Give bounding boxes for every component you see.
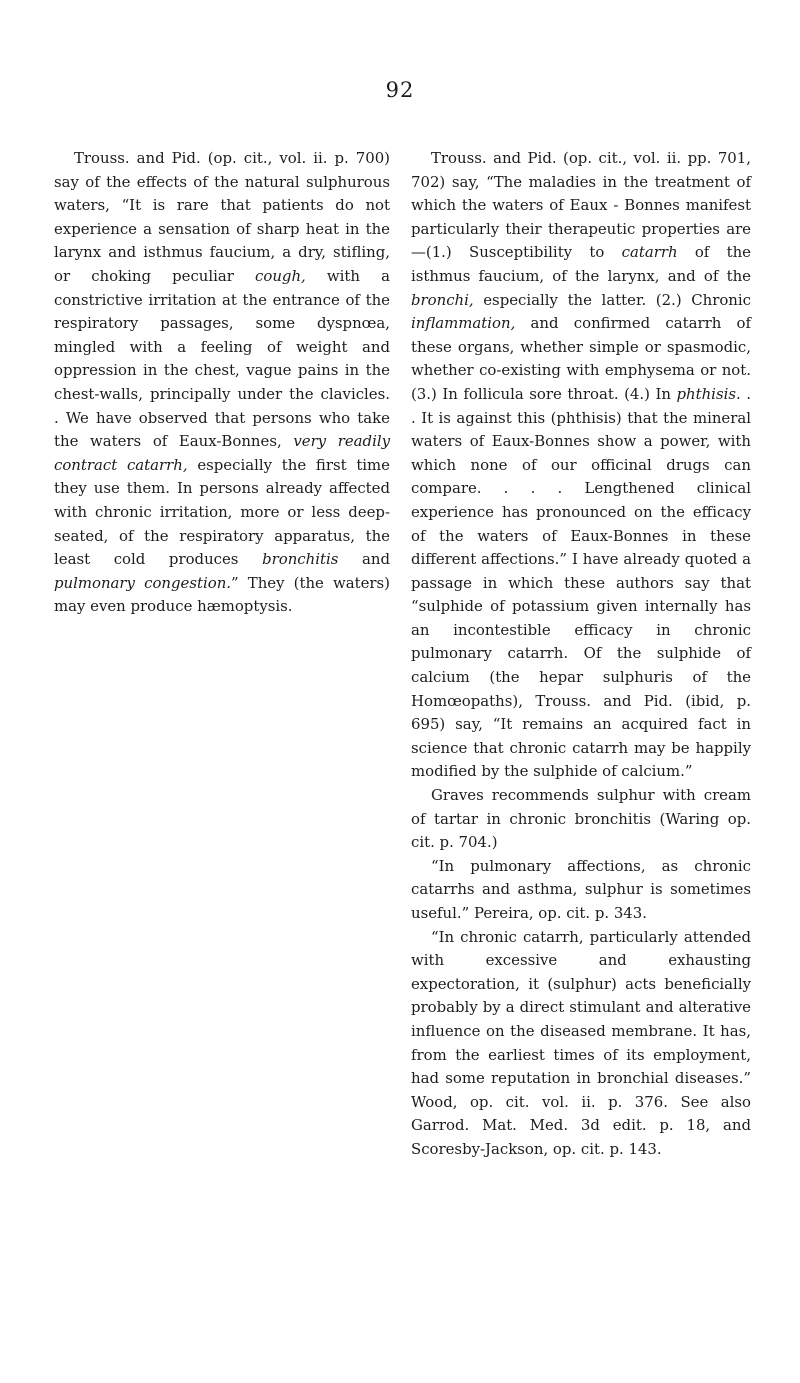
left-column	[54, 147, 390, 619]
paragraph	[54, 147, 390, 619]
text-span: and confirmed catarrh of these organs, whether simple or spasmodic, whether co-existing with emphysema or not. (3.) In follicula sore throat. (4.) In	[411, 314, 751, 403]
italic-span: cough,	[255, 266, 306, 285]
paragraph	[411, 147, 751, 784]
paragraph: Graves recommends sulphur with cream of tartar in chronic bronchitis (Waring op. cit. p. 704.)	[411, 786, 751, 852]
text-span: and	[338, 550, 390, 569]
italic-span: bronchitis	[262, 550, 339, 569]
text-span: Trouss. and Pid. (op. cit., vol. ii. pp. 701, 702) say, “The maladies in the treatment of which the waters of Eaux - Bonnes manifest particularly their therapeutic properties are—(1.) Susceptibility to	[411, 149, 751, 262]
italic-span: catarrh	[621, 243, 678, 262]
right-column	[411, 147, 751, 1162]
text-span: ” They (the waters) may even produce hæmoptysis.	[54, 573, 390, 616]
italic-span: inflammation,	[411, 314, 516, 333]
text-span: Trouss. and Pid. (op. cit., vol. ii. p. 700) say of the effects of the natural sulphurous waters, “It is rare that patients do not experience a sensation of sharp heat in the larynx and isthmus faucium, a dry, stifling, or choking peculiar	[54, 149, 390, 285]
italic-span: very readily contract catarrh,	[54, 432, 391, 474]
italic-span: phthisis.	[676, 384, 741, 403]
page-number: 92	[385, 78, 415, 102]
text-span: . . It is against this (phthisis) that the mineral waters of Eaux-Bonnes show a power, with which none of our officinal drugs can compare. . . . Lengthened clinical experience has pronounced on the efficacy of the waters of Eaux-Bonnes in these different affections.” I have already quoted a passage in which these authors say that “sulphide of potassium given internally has an incontestible efficacy in chronic pulmonary catarrh. Of the sulphide of calcium (the hepar sulphuris of the Homœopaths), Trouss. and Pid. (ibid, p. 695) say, “It remains an acquired fact in science that chronic catarrh may be happily modified by the sulphide of calcium.”	[411, 384, 752, 781]
italic-span: bronchi,	[411, 290, 474, 309]
text-span: of the isthmus faucium, of the larynx, and of the	[411, 243, 751, 285]
paragraph: “In chronic catarrh, particularly attended with excessive and exhausting expectoration, it (sulphur) acts beneficially probably by a direct stimulant and alterative influence on the diseased membrane. It has, from the earliest times of its employment, had some reputation in bronchial diseases.” Wood, op. cit. vol. ii. p. 376. See also Garrod. Mat. Med. 3d edit. p. 18, and Scoresby-Jackson, op. cit. p. 143.	[411, 927, 751, 1158]
text-span: with a constrictive irritation at the entrance of the respiratory passages, some dyspnœa, mingled with a feeling of weight and oppression in the chest, vague pains in the chest-walls, principally under the clavicles. . We have observed that persons who take the waters of Eaux-Bonnes,	[54, 266, 390, 451]
text-span: especially the first time they use them. In persons already affected with chronic irritation, more or less deep-seated, of the respiratory apparatus, the least cold produces	[54, 455, 390, 569]
text-span: especially the latter. (2.) Chronic	[473, 290, 751, 309]
paragraph: “In pulmonary affections, as chronic catarrhs and asthma, sulphur is sometimes useful.” Pereira, op. cit. p. 343.	[411, 856, 751, 922]
italic-span: pulmonary congestion.	[54, 573, 232, 592]
